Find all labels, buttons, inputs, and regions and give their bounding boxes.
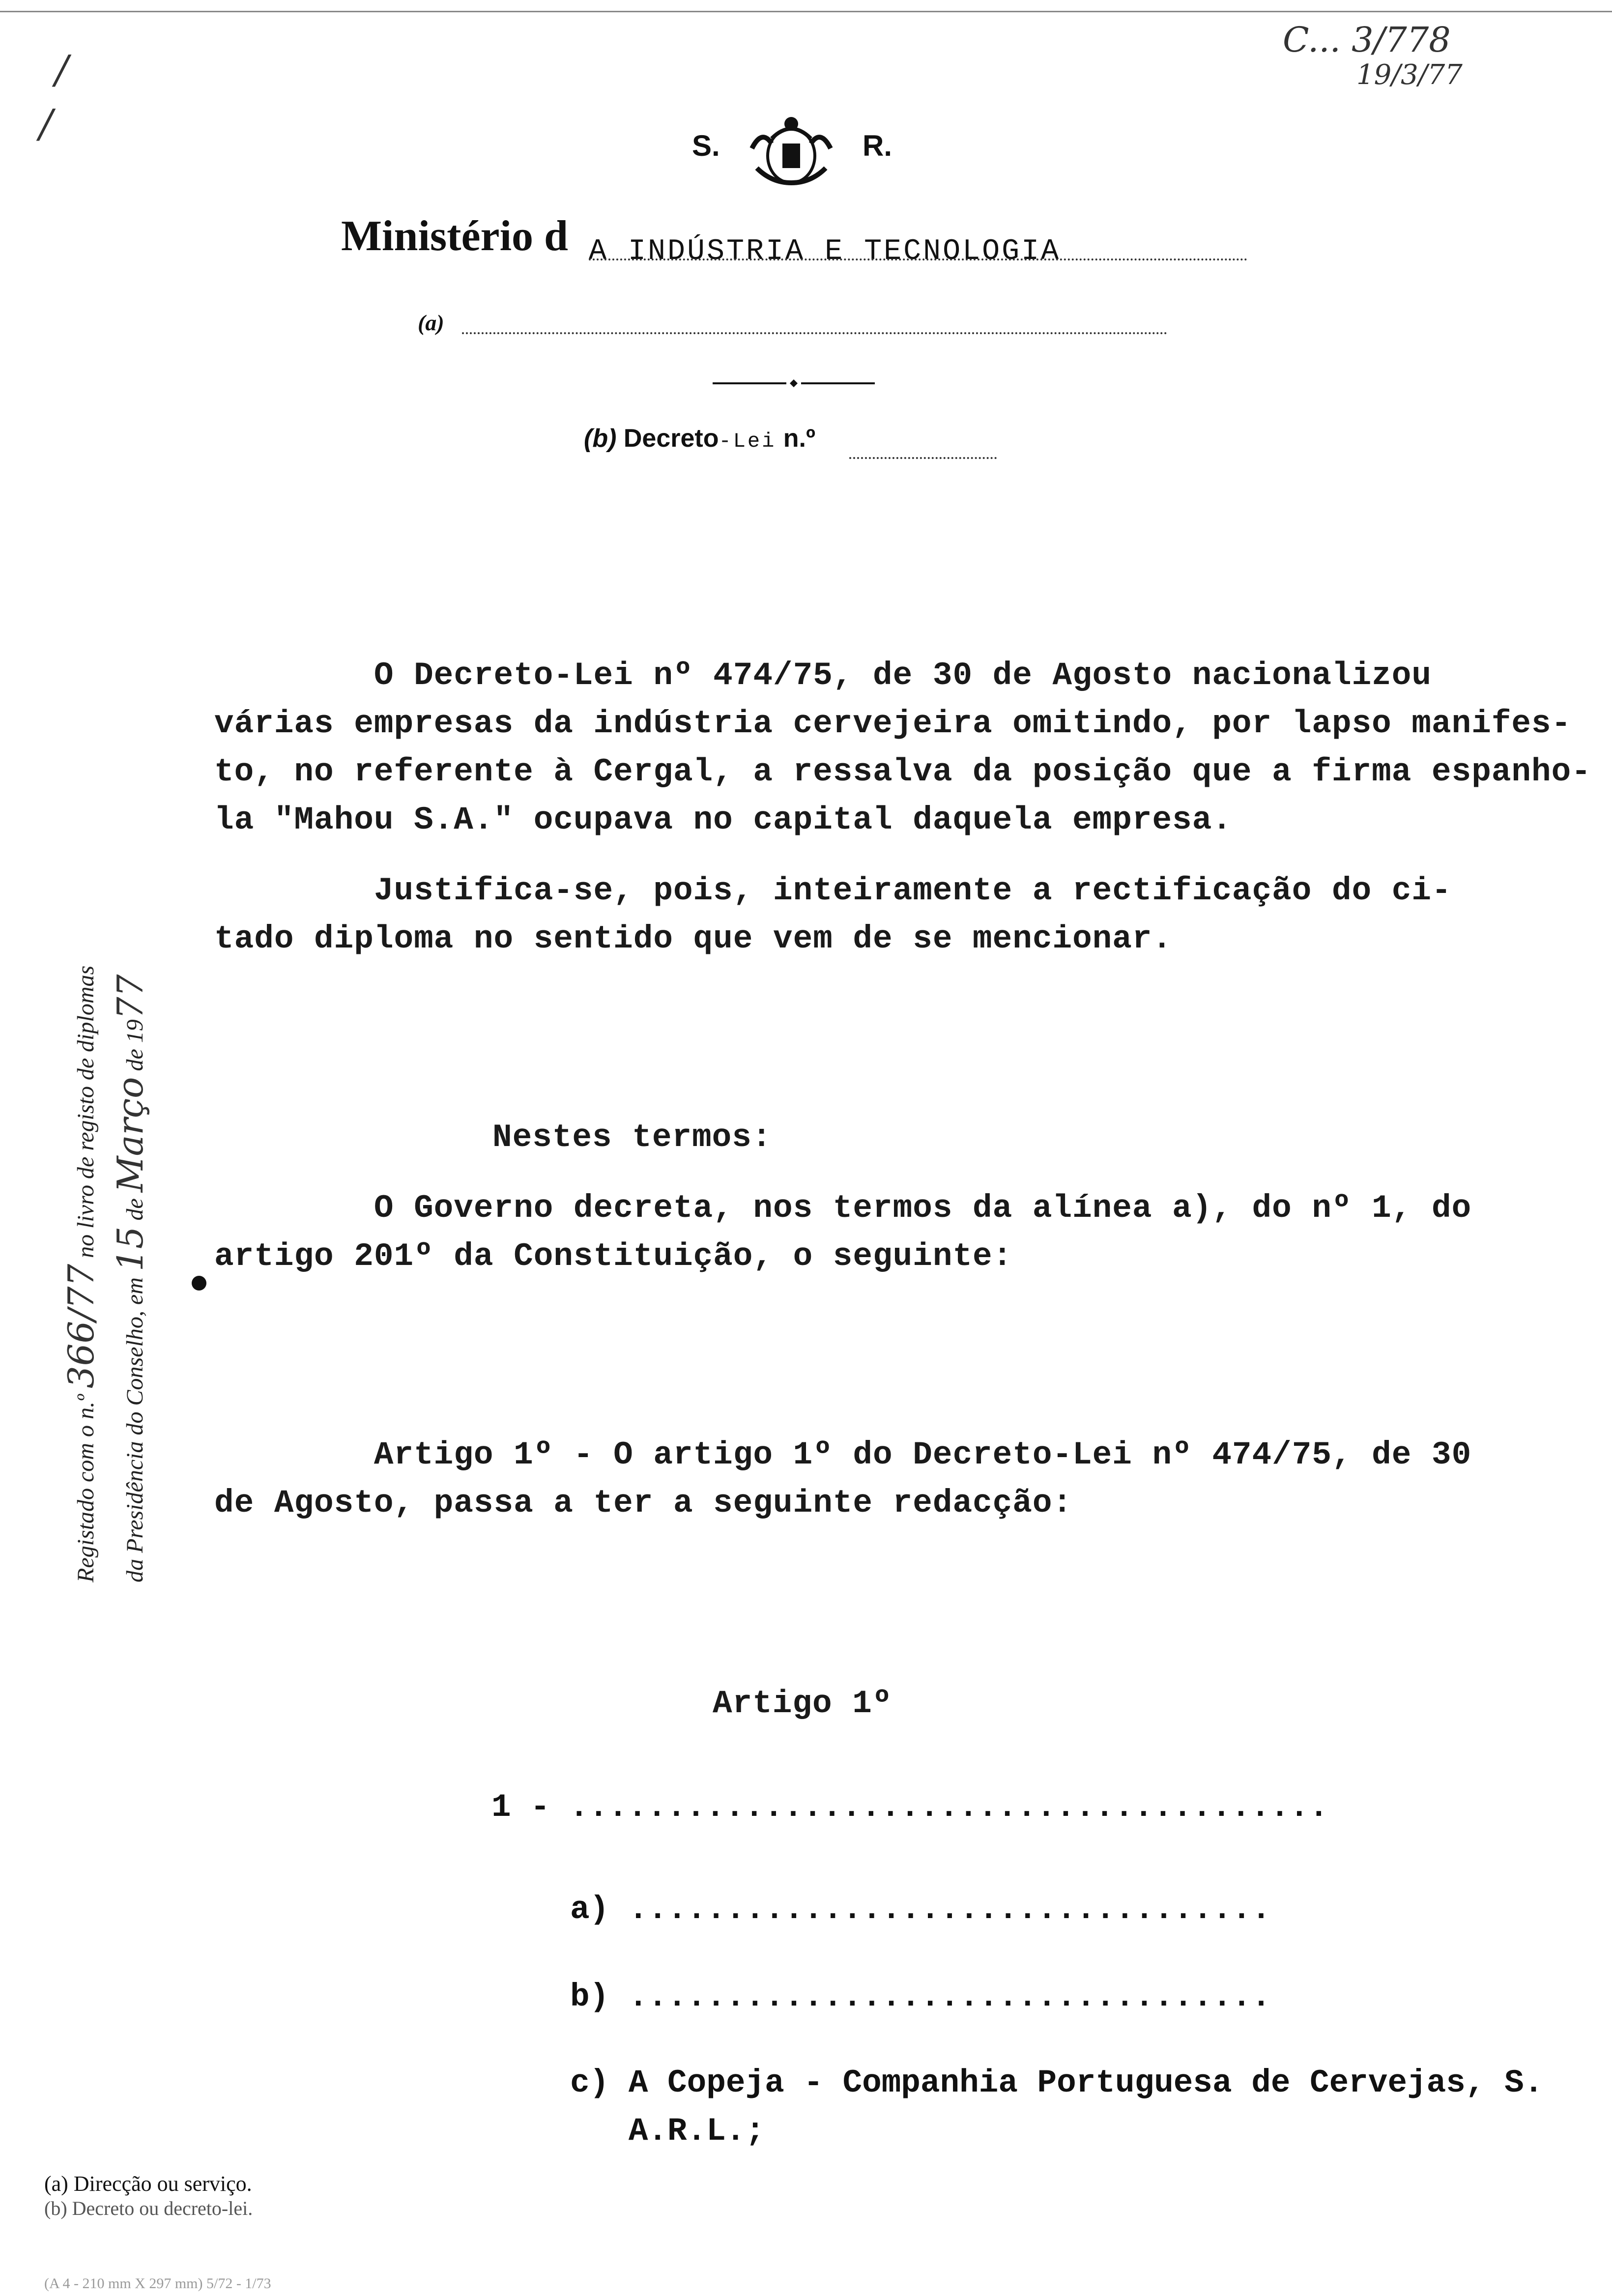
article-item-a: a) ................................. (570, 1891, 1271, 1928)
ministry-label: Ministério d (341, 212, 568, 260)
paragraph-terms: Nestes termos: (492, 1119, 772, 1156)
page-top-edge (0, 11, 1612, 12)
decree-dotted-line (849, 457, 997, 459)
paragraph-preamble: O Decreto-Lei nº 474/75, de 30 de Agosto nacionalizou várias empresas da indústria cervejeira omitindo, por lapso manifes- to, no referente à Cergal, a ressalva da posição que a firma espanho- la "Mahou S.A." ocupava no capital daquela empresa. (214, 657, 1591, 838)
coat-of-arms-icon (742, 109, 840, 193)
decree-type: -Lei (719, 430, 777, 453)
stamp-line1-prefix: Registado com o n.º (73, 1394, 99, 1582)
stamp-de: de (122, 1198, 148, 1221)
ministry-dotted-line (589, 258, 1247, 260)
header-r: R. (863, 129, 892, 162)
divider-ornament (713, 378, 875, 388)
stamp-line1-suffix: no livro de registo de diplomas (73, 965, 99, 1258)
stamp-line2-prefix: da Presidência do Conselho, em (122, 1277, 148, 1582)
stamp-year: 77 (110, 974, 151, 1020)
decree-prefix: Decreto (623, 424, 719, 453)
paragraph-justification: Justifica-se, pois, inteiramente a rectificação do ci- tado diploma no sentido que vem de se mencionar. (214, 872, 1452, 957)
stamp-year-prefix: de 19 (122, 1019, 148, 1071)
direction-dotted-line (462, 332, 1167, 334)
paragraph-article-1: Artigo 1º - O artigo 1º do Decreto-Lei nº 474/75, de 30 de Agosto, passa a ter a seguinte redacção: (214, 1436, 1472, 1521)
decree-b-label: (b) (584, 424, 617, 453)
punch-hole-mark (192, 1276, 206, 1291)
article-item-b: b) ................................. (570, 1979, 1271, 2015)
article-item-1: 1 - ....................................... (491, 1789, 1329, 1826)
stamp-month: Março (110, 1077, 151, 1193)
footnote-a: (a) Direcção ou serviço. (44, 2172, 252, 2196)
handwritten-reference: C... 3/778 (1283, 20, 1451, 60)
ministry-name: A INDÚSTRIA E TECNOLOGIA (589, 235, 1061, 268)
header-s: S. (692, 129, 720, 162)
decree-number-label: n.º (783, 424, 815, 453)
handwritten-mark: / (55, 47, 68, 92)
article-item-c: c) A Copeja - Companhia Portuguesa de Cervejas, S. A.R.L.; (570, 2065, 1544, 2150)
handwritten-mark: / (39, 101, 53, 146)
stamp-registry-number: 366/77 (60, 1263, 102, 1389)
direction-field-label: (a) (418, 310, 444, 335)
handwritten-date: 19/3/77 (1356, 59, 1463, 91)
footnote-b: (b) Decreto ou decreto-lei. (44, 2197, 253, 2219)
paragraph-decree: O Governo decreta, nos termos da alínea a), do nº 1, do artigo 201º da Constituição, o seguinte: (214, 1190, 1472, 1275)
stamp-day: 15 (110, 1226, 151, 1272)
print-reference: (A 4 - 210 mm X 297 mm) 5/72 - 1/73 (44, 2275, 271, 2292)
decree-line (584, 424, 815, 453)
registry-stamp (59, 966, 157, 1582)
article-heading: Artigo 1º (713, 1685, 892, 1722)
